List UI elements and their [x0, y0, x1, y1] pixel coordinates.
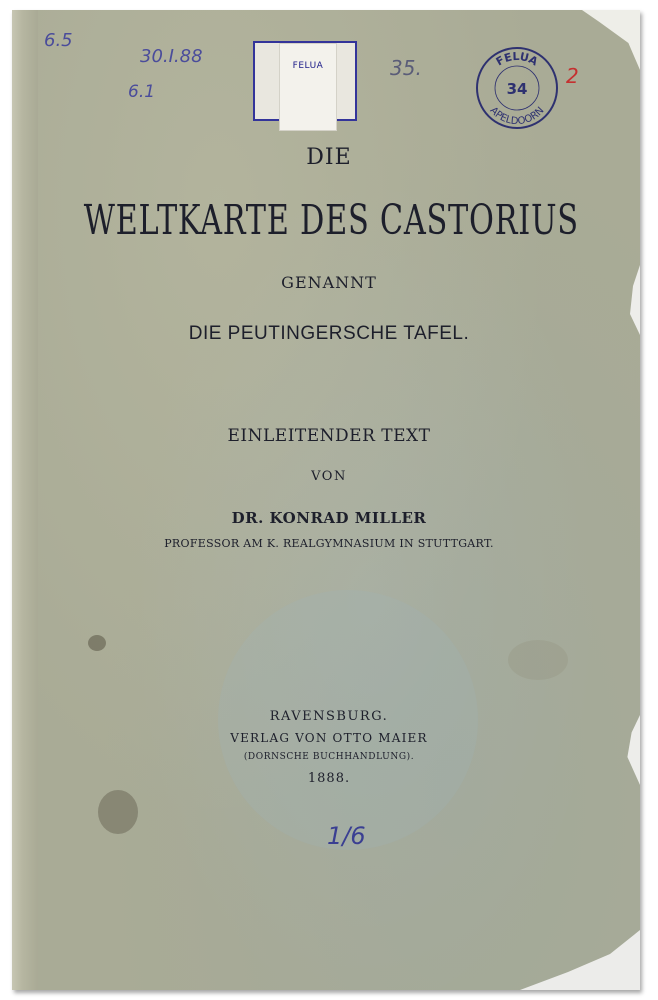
- library-stamp: [475, 46, 559, 130]
- handwritten-note: 6.1: [128, 82, 156, 102]
- stain: [88, 635, 106, 651]
- library-label: [253, 41, 357, 121]
- handwritten-note: 1/6: [327, 822, 366, 850]
- main-title: WELTKARTE DES CASTORIUS: [83, 196, 579, 244]
- handwritten-mark-red: 2: [566, 64, 579, 88]
- publication-year: 1888.: [307, 771, 351, 786]
- publisher: VERLAG VON OTTO MAIER: [230, 731, 428, 745]
- library-label-text: FELUA: [292, 61, 324, 71]
- author-affiliation: PROFESSOR AM K. REALGYMNASIUM IN STUTTGART.: [164, 537, 494, 550]
- handwritten-price: 35.: [390, 56, 422, 80]
- by-line: VON: [311, 469, 347, 484]
- handwritten-note: 6.5: [44, 30, 73, 51]
- text-type: EINLEITENDER TEXT: [227, 426, 431, 446]
- title-line-die: DIE: [306, 145, 352, 170]
- stain: [98, 790, 138, 834]
- handwritten-date: 30.I.88: [140, 46, 203, 67]
- bookshop: (DORNSCHE BUCHHANDLUNG).: [243, 752, 415, 762]
- stamp-number: 34: [506, 80, 528, 98]
- subtitle: DIE PEUTINGERSCHE TAFEL.: [188, 323, 470, 344]
- library-label-slip: [279, 43, 337, 131]
- stamp-top-text: FELUA: [493, 49, 541, 69]
- title-genannt: GENANNT: [281, 273, 377, 292]
- publication-place: RAVENSBURG.: [269, 709, 389, 724]
- author-name: DR. KONRAD MILLER: [231, 509, 427, 527]
- stain: [508, 640, 568, 680]
- stamp-bottom-text: APELDOORN: [487, 105, 547, 128]
